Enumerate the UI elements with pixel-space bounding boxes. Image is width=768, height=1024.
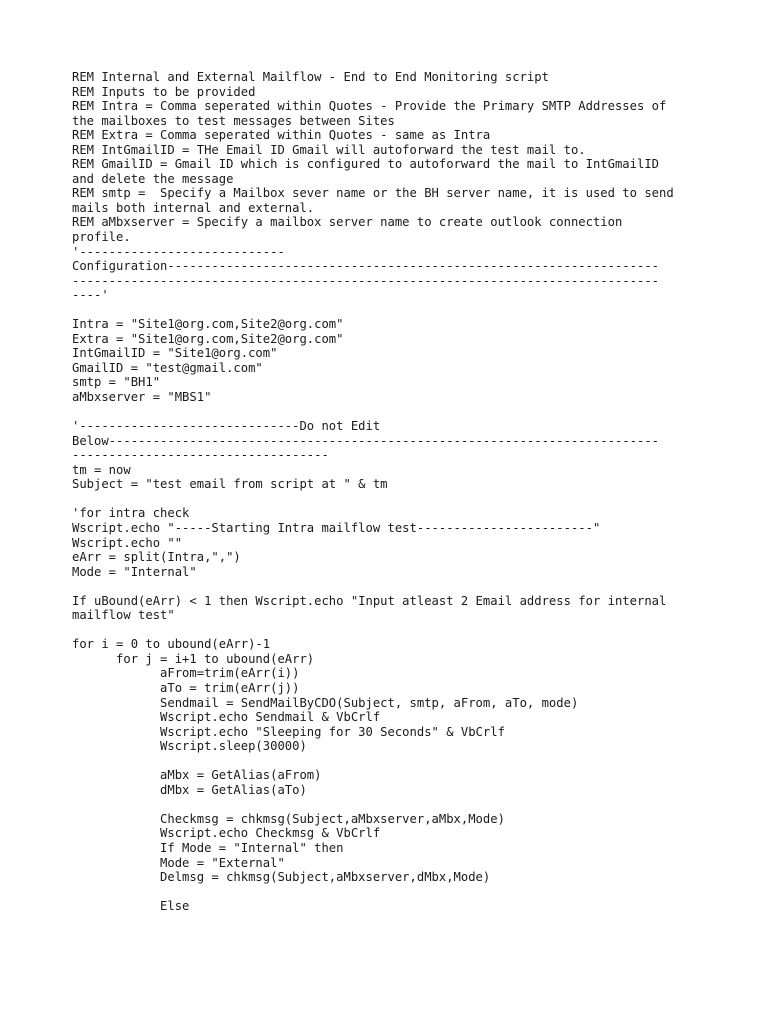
code-line: profile. (72, 230, 131, 245)
code-line: Wscript.echo Checkmsg & VbCrlf (72, 826, 381, 841)
code-line: GmailID = "test@gmail.com" (72, 360, 263, 375)
code-line: for j = i+1 to ubound(eArr) (72, 651, 315, 666)
code-line: mailflow test" (72, 608, 175, 623)
code-line: and delete the message (72, 171, 234, 186)
code-line: ----------------------------------- (72, 448, 329, 463)
code-line: Wscript.echo "" (72, 535, 183, 550)
code-line: Below--------------------------------------------------------------------------- (72, 433, 659, 448)
code-line: REM Internal and External Mailflow - End to End Monitoring script (72, 70, 549, 84)
code-line (72, 303, 712, 318)
code-line: REM aMbxserver = Specify a mailbox server name to create outlook connection (72, 215, 623, 230)
code-line (72, 405, 712, 420)
code-line: Intra = "Site1@org.com,Site2@org.com" (72, 317, 344, 332)
code-line: REM Inputs to be provided (72, 84, 256, 99)
code-line: Mode = "External" (72, 855, 285, 870)
code-line: REM Extra = Comma seperated within Quotes - same as Intra (72, 128, 491, 143)
code-line: REM smtp = Specify a Mailbox sever name or the BH server name, it is used to send (72, 186, 674, 201)
script-listing (72, 70, 712, 914)
code-line: 'for intra check (72, 506, 190, 521)
code-line (72, 579, 712, 594)
code-line: Checkmsg = chkmsg(Subject,aMbxserver,aMbx,Mode) (72, 811, 505, 826)
code-line: tm = now (72, 462, 131, 477)
code-line: eArr = split(Intra,",") (72, 550, 241, 565)
code-line: for i = 0 to ubound(eArr)-1 (72, 637, 271, 652)
code-line: mails both internal and external. (72, 200, 315, 215)
code-line: REM GmailID = Gmail ID which is configured to autoforward the mail to IntGmailID (72, 157, 659, 172)
code-line: Wscript.echo Sendmail & VbCrlf (72, 710, 381, 725)
code-line: Delmsg = chkmsg(Subject,aMbxserver,dMbx,Mode) (72, 870, 491, 885)
code-line: Else (72, 899, 190, 914)
code-line: Sendmail = SendMailByCDO(Subject, smtp, aFrom, aTo, mode) (72, 695, 579, 710)
code-line (72, 885, 712, 900)
code-line: Wscript.sleep(30000) (72, 739, 307, 754)
code-line: Mode = "Internal" (72, 564, 197, 579)
code-line (72, 623, 712, 638)
code-line: IntGmailID = "Site1@org.com" (72, 346, 278, 361)
code-line (72, 754, 712, 769)
code-line (72, 492, 712, 507)
code-line: dMbx = GetAlias(aTo) (72, 782, 307, 797)
code-line: Wscript.echo "-----Starting Intra mailflow test------------------------" (72, 520, 601, 535)
code-line: REM Intra = Comma seperated within Quotes - Provide the Primary SMTP Addresses of (72, 99, 667, 114)
code-line: aMbxserver = "MBS1" (72, 390, 212, 405)
code-line: If Mode = "Internal" then (72, 840, 344, 855)
code-line: aFrom=trim(eArr(i)) (72, 666, 300, 681)
code-line: '---------------------------- (72, 244, 285, 259)
code-line (72, 797, 712, 812)
code-line: ----' (72, 288, 109, 303)
code-line: aTo = trim(eArr(j)) (72, 680, 300, 695)
code-line: Extra = "Site1@org.com,Site2@org.com" (72, 331, 344, 346)
code-line: Subject = "test email from script at " & tm (72, 477, 388, 492)
code-line: aMbx = GetAlias(aFrom) (72, 768, 322, 783)
code-line: Configuration------------------------------------------------------------------- (72, 259, 659, 274)
code-line: -------------------------------------------------------------------------------- (72, 273, 659, 288)
code-line: smtp = "BH1" (72, 375, 161, 390)
code-line: Wscript.echo "Sleeping for 30 Seconds" & VbCrlf (72, 724, 505, 739)
code-line: the mailboxes to test messages between Sites (72, 113, 395, 128)
code-line: REM IntGmailID = THe Email ID Gmail will autoforward the test mail to. (72, 142, 586, 157)
code-line: '------------------------------Do not Edit (72, 419, 381, 434)
code-line: If uBound(eArr) < 1 then Wscript.echo "Input atleast 2 Email address for internal (72, 593, 667, 608)
